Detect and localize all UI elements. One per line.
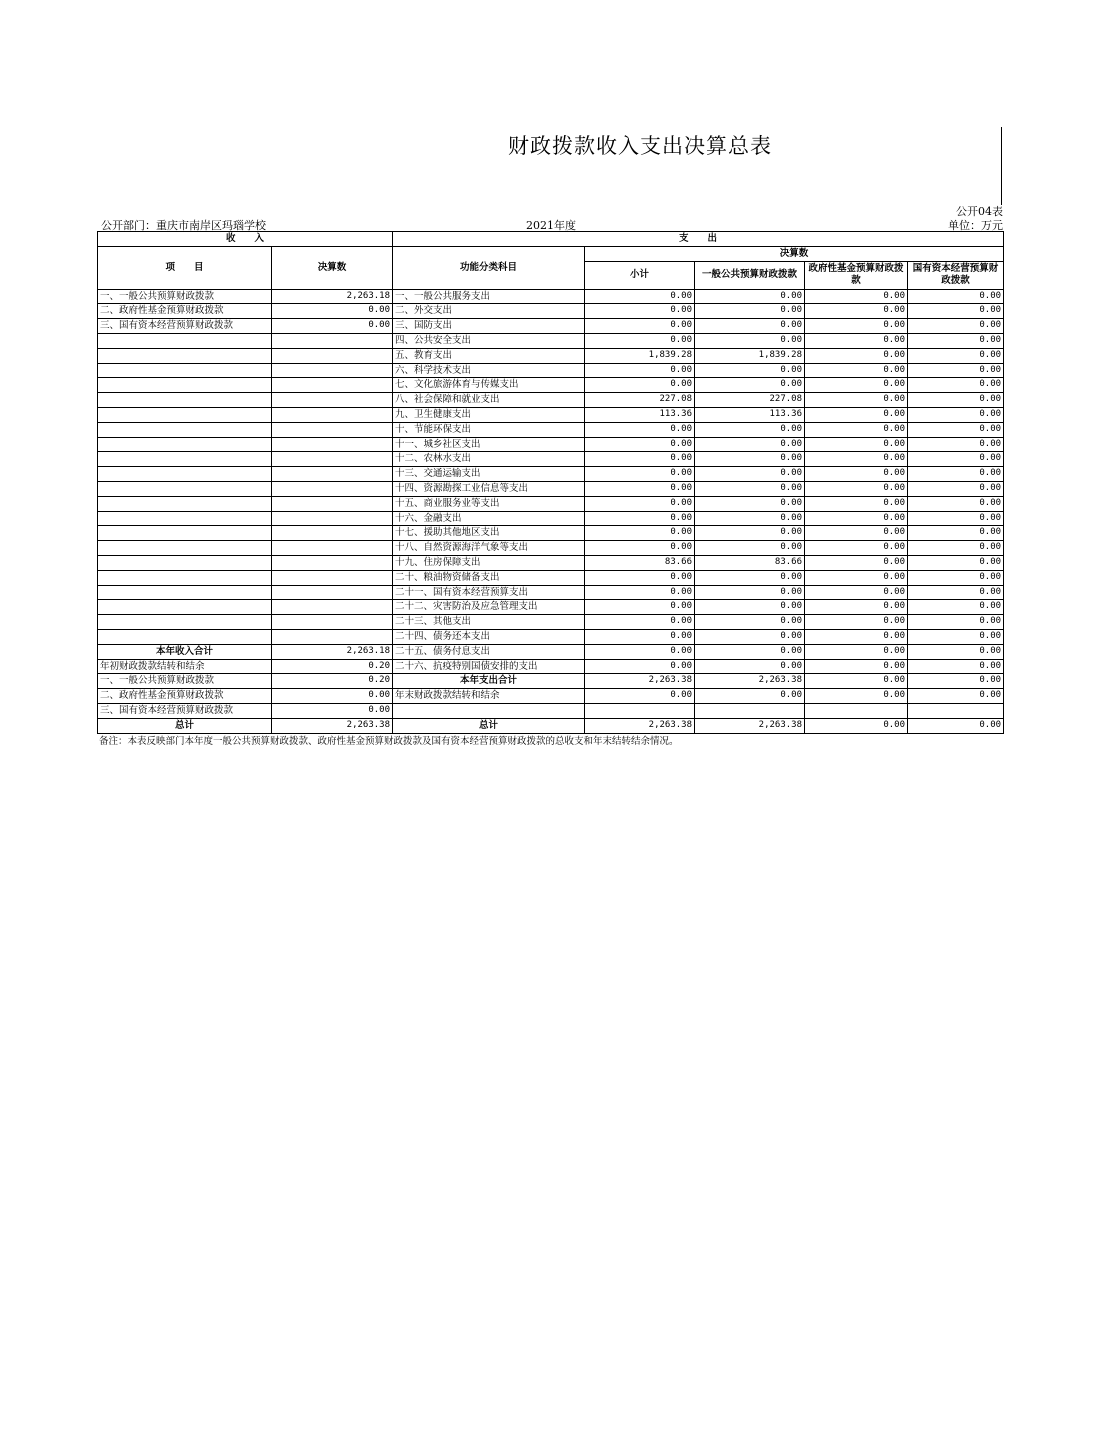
expense-item-cell: 六、科学技术支出 xyxy=(393,363,585,378)
state-capital-cell: 0.00 xyxy=(908,585,1004,600)
general-budget-cell: 0.00 xyxy=(695,452,805,467)
general-budget-cell: 0.00 xyxy=(695,585,805,600)
income-item-cell: 总计 xyxy=(98,718,272,733)
subtotal-cell: 0.00 xyxy=(585,644,695,659)
income-amount-cell: 0.00 xyxy=(272,304,393,319)
header-row-2 xyxy=(98,246,1004,261)
expense-item-cell: 二、外交支出 xyxy=(393,304,585,319)
income-item-cell xyxy=(98,422,272,437)
income-amount-cell xyxy=(272,555,393,570)
general-budget-cell: 2,263.38 xyxy=(695,718,805,733)
general-budget-cell: 0.00 xyxy=(695,570,805,585)
table-row xyxy=(98,348,1004,363)
income-amount-cell xyxy=(272,526,393,541)
expense-item-cell: 年末财政拨款结转和结余 xyxy=(393,689,585,704)
gov-fund-cell: 0.00 xyxy=(805,452,908,467)
general-budget-cell: 0.00 xyxy=(695,481,805,496)
subtotal-cell: 0.00 xyxy=(585,452,695,467)
table-row xyxy=(98,363,1004,378)
income-item-cell xyxy=(98,496,272,511)
income-item-cell: 二、政府性基金预算财政拨款 xyxy=(98,689,272,704)
gov-fund-cell: 0.00 xyxy=(805,378,908,393)
expense-item-cell: 七、文化旅游体育与传媒支出 xyxy=(393,378,585,393)
income-item-cell xyxy=(98,348,272,363)
income-item-cell: 一、一般公共预算财政拨款 xyxy=(98,674,272,689)
gov-fund-cell: 0.00 xyxy=(805,689,908,704)
income-amount-cell: 2,263.18 xyxy=(272,289,393,304)
state-capital-header: 国有资本经营预算财政拨款 xyxy=(908,261,1004,289)
general-budget-cell: 0.00 xyxy=(695,659,805,674)
income-amount-cell xyxy=(272,437,393,452)
table-row xyxy=(98,689,1004,704)
state-capital-cell: 0.00 xyxy=(908,526,1004,541)
gov-fund-cell: 0.00 xyxy=(805,407,908,422)
gov-fund-cell xyxy=(805,703,908,718)
income-amount-cell xyxy=(272,481,393,496)
expense-item-cell: 十九、住房保障支出 xyxy=(393,555,585,570)
general-budget-cell xyxy=(695,703,805,718)
gov-fund-cell: 0.00 xyxy=(805,422,908,437)
state-capital-cell: 0.00 xyxy=(908,555,1004,570)
state-capital-cell: 0.00 xyxy=(908,511,1004,526)
table-row xyxy=(98,600,1004,615)
table-row xyxy=(98,407,1004,422)
expense-item-cell: 二十二、灾害防治及应急管理支出 xyxy=(393,600,585,615)
income-item-cell xyxy=(98,585,272,600)
income-item-cell xyxy=(98,615,272,630)
expense-item-cell: 十六、金融支出 xyxy=(393,511,585,526)
subtotal-cell: 0.00 xyxy=(585,689,695,704)
gov-fund-cell: 0.00 xyxy=(805,467,908,482)
subtotal-cell: 0.00 xyxy=(585,422,695,437)
gov-fund-cell: 0.00 xyxy=(805,526,908,541)
general-budget-cell: 113.36 xyxy=(695,407,805,422)
expense-item-cell: 十、节能环保支出 xyxy=(393,422,585,437)
state-capital-cell: 0.00 xyxy=(908,452,1004,467)
state-capital-cell: 0.00 xyxy=(908,407,1004,422)
income-amount-cell xyxy=(272,363,393,378)
gov-fund-cell: 0.00 xyxy=(805,393,908,408)
gov-fund-cell: 0.00 xyxy=(805,600,908,615)
expense-item-cell: 二十、粮油物资储备支出 xyxy=(393,570,585,585)
final-header: 决算数 xyxy=(585,246,1004,261)
income-item-cell xyxy=(98,541,272,556)
income-amount-cell xyxy=(272,452,393,467)
income-item-cell: 一、一般公共预算财政拨款 xyxy=(98,289,272,304)
income-item-cell xyxy=(98,378,272,393)
income-item-cell xyxy=(98,333,272,348)
gov-fund-cell: 0.00 xyxy=(805,363,908,378)
income-amount-cell xyxy=(272,600,393,615)
state-capital-cell: 0.00 xyxy=(908,304,1004,319)
income-amount-cell xyxy=(272,629,393,644)
expense-item-cell: 二十三、其他支出 xyxy=(393,615,585,630)
state-capital-cell: 0.00 xyxy=(908,437,1004,452)
income-item-cell xyxy=(98,600,272,615)
gov-fund-cell: 0.00 xyxy=(805,319,908,334)
income-amount-cell: 2,263.18 xyxy=(272,644,393,659)
income-amount-cell xyxy=(272,496,393,511)
state-capital-cell: 0.00 xyxy=(908,600,1004,615)
state-capital-cell: 0.00 xyxy=(908,481,1004,496)
general-budget-cell: 0.00 xyxy=(695,644,805,659)
state-capital-cell: 0.00 xyxy=(908,422,1004,437)
income-header: 收 入 xyxy=(98,232,393,247)
gov-fund-cell: 0.00 xyxy=(805,615,908,630)
expense-item-cell: 十四、资源勘探工业信息等支出 xyxy=(393,481,585,496)
subtotal-cell: 1,839.28 xyxy=(585,348,695,363)
table-row xyxy=(98,452,1004,467)
general-budget-cell: 0.00 xyxy=(695,689,805,704)
state-capital-cell: 0.00 xyxy=(908,718,1004,733)
table-row xyxy=(98,659,1004,674)
state-capital-cell: 0.00 xyxy=(908,674,1004,689)
gov-fund-cell: 0.00 xyxy=(805,629,908,644)
expense-item-cell: 四、公共安全支出 xyxy=(393,333,585,348)
expense-item-cell: 十二、农林水支出 xyxy=(393,452,585,467)
subtotal-header: 小计 xyxy=(585,261,695,289)
general-budget-cell: 0.00 xyxy=(695,496,805,511)
table-row xyxy=(98,333,1004,348)
subtotal-cell: 0.00 xyxy=(585,600,695,615)
subtotal-cell: 83.66 xyxy=(585,555,695,570)
subtotal-cell: 0.00 xyxy=(585,437,695,452)
gov-fund-cell: 0.00 xyxy=(805,718,908,733)
general-budget-cell: 0.00 xyxy=(695,600,805,615)
expense-item-cell xyxy=(393,703,585,718)
table-row xyxy=(98,526,1004,541)
general-budget-cell: 0.00 xyxy=(695,629,805,644)
subtotal-cell: 0.00 xyxy=(585,496,695,511)
table-row xyxy=(98,703,1004,718)
expense-item-cell: 二十五、债务付息支出 xyxy=(393,644,585,659)
subtotal-cell: 0.00 xyxy=(585,378,695,393)
gov-fund-cell: 0.00 xyxy=(805,511,908,526)
header-row-1 xyxy=(98,232,1004,247)
expense-item-cell: 八、社会保障和就业支出 xyxy=(393,393,585,408)
general-budget-cell: 1,839.28 xyxy=(695,348,805,363)
gov-fund-cell: 0.00 xyxy=(805,674,908,689)
budget-table xyxy=(97,231,1004,734)
table-row xyxy=(98,511,1004,526)
expense-item-cell: 十三、交通运输支出 xyxy=(393,467,585,482)
income-amount-cell: 0.00 xyxy=(272,319,393,334)
unit-label: 单位：万元 xyxy=(948,219,1003,232)
page-border-line xyxy=(1001,127,1002,205)
expense-item-cell: 十八、自然资源海洋气象等支出 xyxy=(393,541,585,556)
state-capital-cell: 0.00 xyxy=(908,570,1004,585)
general-budget-cell: 0.00 xyxy=(695,378,805,393)
table-row xyxy=(98,496,1004,511)
subtotal-cell: 0.00 xyxy=(585,481,695,496)
gov-fund-cell: 0.00 xyxy=(805,659,908,674)
gov-fund-cell: 0.00 xyxy=(805,437,908,452)
table-row xyxy=(98,319,1004,334)
fiscal-year: 2021年度 xyxy=(526,219,576,232)
general-budget-cell: 0.00 xyxy=(695,319,805,334)
subtotal-cell: 0.00 xyxy=(585,467,695,482)
expense-item-cell: 五、教育支出 xyxy=(393,348,585,363)
state-capital-cell: 0.00 xyxy=(908,378,1004,393)
table-row xyxy=(98,629,1004,644)
table-row xyxy=(98,393,1004,408)
subtotal-cell: 0.00 xyxy=(585,333,695,348)
gov-fund-cell: 0.00 xyxy=(805,348,908,363)
income-item-cell xyxy=(98,363,272,378)
expense-item-cell: 十五、商业服务业等支出 xyxy=(393,496,585,511)
subtotal-cell: 0.00 xyxy=(585,363,695,378)
expense-item-cell: 二十一、国有资本经营预算支出 xyxy=(393,585,585,600)
subtotal-cell: 0.00 xyxy=(585,526,695,541)
income-amount-cell xyxy=(272,378,393,393)
income-amount-cell xyxy=(272,348,393,363)
gov-fund-cell: 0.00 xyxy=(805,555,908,570)
table-row xyxy=(98,378,1004,393)
expense-item-cell: 本年支出合计 xyxy=(393,674,585,689)
income-amount-cell xyxy=(272,422,393,437)
state-capital-cell: 0.00 xyxy=(908,541,1004,556)
income-amount-cell: 2,263.38 xyxy=(272,718,393,733)
income-amount-cell xyxy=(272,570,393,585)
general-budget-cell: 0.00 xyxy=(695,422,805,437)
income-item-cell xyxy=(98,555,272,570)
gov-fund-header: 政府性基金预算财政拨款 xyxy=(805,261,908,289)
table-row xyxy=(98,718,1004,733)
table-row xyxy=(98,555,1004,570)
income-amount-cell xyxy=(272,407,393,422)
state-capital-cell: 0.00 xyxy=(908,348,1004,363)
state-capital-cell: 0.00 xyxy=(908,644,1004,659)
item-header: 项 目 xyxy=(98,246,272,289)
meta-row xyxy=(99,217,1003,231)
expense-item-cell: 一、一般公共服务支出 xyxy=(393,289,585,304)
income-amount-cell: 0.20 xyxy=(272,674,393,689)
income-item-cell xyxy=(98,467,272,482)
state-capital-cell: 0.00 xyxy=(908,615,1004,630)
expense-item-cell: 二十四、债务还本支出 xyxy=(393,629,585,644)
table-row xyxy=(98,585,1004,600)
subtotal-cell: 2,263.38 xyxy=(585,674,695,689)
gov-fund-cell: 0.00 xyxy=(805,585,908,600)
general-budget-cell: 227.08 xyxy=(695,393,805,408)
general-budget-cell: 0.00 xyxy=(695,615,805,630)
general-budget-cell: 83.66 xyxy=(695,555,805,570)
footnote: 备注：本表反映部门本年度一般公共预算财政拨款、政府性基金预算财政拨款及国有资本经营预算财政拨款的总收支和年末结转结余情况。 xyxy=(99,736,679,747)
subtotal-cell: 0.00 xyxy=(585,585,695,600)
expense-item-cell: 十七、援助其他地区支出 xyxy=(393,526,585,541)
general-budget-cell: 0.00 xyxy=(695,304,805,319)
department-label: 公开部门：重庆市南岸区玛瑙学校 xyxy=(101,219,266,232)
income-amount-cell: 0.00 xyxy=(272,689,393,704)
state-capital-cell: 0.00 xyxy=(908,289,1004,304)
general-budget-cell: 0.00 xyxy=(695,467,805,482)
state-capital-cell: 0.00 xyxy=(908,363,1004,378)
gov-fund-cell: 0.00 xyxy=(805,496,908,511)
table-row xyxy=(98,437,1004,452)
income-amount-cell xyxy=(272,511,393,526)
gov-fund-cell: 0.00 xyxy=(805,541,908,556)
general-budget-cell: 0.00 xyxy=(695,363,805,378)
general-budget-cell: 0.00 xyxy=(695,333,805,348)
subtotal-cell: 0.00 xyxy=(585,659,695,674)
income-item-cell: 本年收入合计 xyxy=(98,644,272,659)
income-amount-cell xyxy=(272,467,393,482)
subtotal-cell: 2,263.38 xyxy=(585,718,695,733)
state-capital-cell: 0.00 xyxy=(908,467,1004,482)
expense-item-cell: 三、国防支出 xyxy=(393,319,585,334)
state-capital-cell xyxy=(908,703,1004,718)
income-item-cell xyxy=(98,437,272,452)
state-capital-cell: 0.00 xyxy=(908,496,1004,511)
income-amount-cell xyxy=(272,541,393,556)
general-budget-cell: 0.00 xyxy=(695,437,805,452)
income-amount-cell xyxy=(272,615,393,630)
income-item-cell xyxy=(98,481,272,496)
expense-item-cell: 十一、城乡社区支出 xyxy=(393,437,585,452)
general-header: 一般公共预算财政拨款 xyxy=(695,261,805,289)
income-item-cell xyxy=(98,393,272,408)
gov-fund-cell: 0.00 xyxy=(805,289,908,304)
general-budget-cell: 0.00 xyxy=(695,511,805,526)
subtotal-cell: 0.00 xyxy=(585,304,695,319)
table-row xyxy=(98,289,1004,304)
income-item-cell xyxy=(98,511,272,526)
income-item-cell: 年初财政拨款结转和结余 xyxy=(98,659,272,674)
subtotal-cell: 0.00 xyxy=(585,541,695,556)
expense-item-cell: 二十六、抗疫特别国债安排的支出 xyxy=(393,659,585,674)
state-capital-cell: 0.00 xyxy=(908,659,1004,674)
income-item-cell xyxy=(98,570,272,585)
subtotal-cell xyxy=(585,703,695,718)
page-title: 财政拨款收入支出决算总表 xyxy=(508,134,772,158)
income-amount-cell xyxy=(272,585,393,600)
income-amount-cell xyxy=(272,333,393,348)
general-budget-cell: 2,263.38 xyxy=(695,674,805,689)
subtotal-cell: 0.00 xyxy=(585,615,695,630)
income-item-cell: 三、国有资本经营预算财政拨款 xyxy=(98,319,272,334)
subtotal-cell: 113.36 xyxy=(585,407,695,422)
table-row xyxy=(98,644,1004,659)
func-header: 功能分类科目 xyxy=(393,246,585,289)
gov-fund-cell: 0.00 xyxy=(805,570,908,585)
income-item-cell: 二、政府性基金预算财政拨款 xyxy=(98,304,272,319)
state-capital-cell: 0.00 xyxy=(908,333,1004,348)
expense-header: 支 出 xyxy=(393,232,1004,247)
income-item-cell xyxy=(98,629,272,644)
state-capital-cell: 0.00 xyxy=(908,689,1004,704)
general-budget-cell: 0.00 xyxy=(695,541,805,556)
income-amount-cell: 0.20 xyxy=(272,659,393,674)
subtotal-cell: 0.00 xyxy=(585,570,695,585)
income-amount-cell xyxy=(272,393,393,408)
table-row xyxy=(98,422,1004,437)
table-row xyxy=(98,467,1004,482)
table-row xyxy=(98,570,1004,585)
subtotal-cell: 227.08 xyxy=(585,393,695,408)
general-budget-cell: 0.00 xyxy=(695,289,805,304)
state-capital-cell: 0.00 xyxy=(908,629,1004,644)
subtotal-cell: 0.00 xyxy=(585,629,695,644)
expense-item-cell: 总计 xyxy=(393,718,585,733)
income-item-cell: 三、国有资本经营预算财政拨款 xyxy=(98,703,272,718)
income-item-cell xyxy=(98,452,272,467)
table-row xyxy=(98,541,1004,556)
gov-fund-cell: 0.00 xyxy=(805,304,908,319)
table-row xyxy=(98,481,1004,496)
state-capital-cell: 0.00 xyxy=(908,319,1004,334)
subtotal-cell: 0.00 xyxy=(585,511,695,526)
subtotal-cell: 0.00 xyxy=(585,289,695,304)
state-capital-cell: 0.00 xyxy=(908,393,1004,408)
expense-item-cell: 九、卫生健康支出 xyxy=(393,407,585,422)
subtotal-cell: 0.00 xyxy=(585,319,695,334)
gov-fund-cell: 0.00 xyxy=(805,644,908,659)
income-item-cell xyxy=(98,407,272,422)
general-budget-cell: 0.00 xyxy=(695,526,805,541)
income-item-cell xyxy=(98,526,272,541)
amount-header: 决算数 xyxy=(272,246,393,289)
table-row xyxy=(98,615,1004,630)
table-row xyxy=(98,674,1004,689)
gov-fund-cell: 0.00 xyxy=(805,333,908,348)
income-amount-cell: 0.00 xyxy=(272,703,393,718)
table-row xyxy=(98,304,1004,319)
gov-fund-cell: 0.00 xyxy=(805,481,908,496)
form-number: 公开04表 xyxy=(956,205,1003,218)
